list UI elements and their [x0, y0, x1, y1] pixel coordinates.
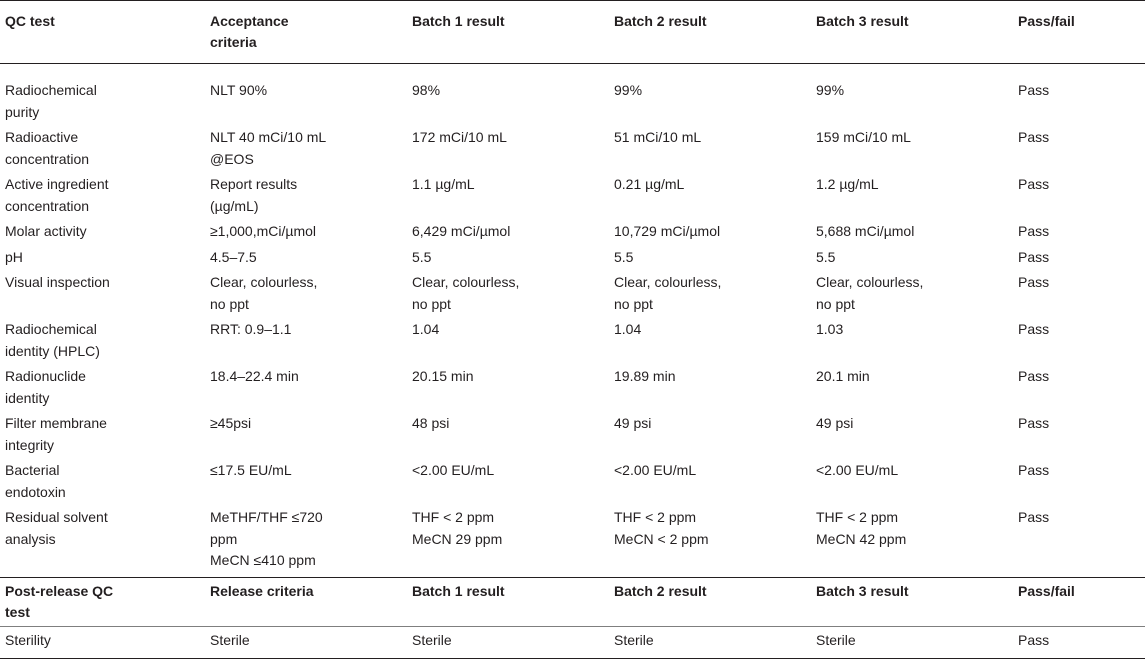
header-cell-release-criteria: Release criteria [205, 577, 407, 626]
cell-criteria: ≤17.5 EU/mL [210, 462, 292, 478]
cell-pass-fail: Pass [1018, 129, 1050, 145]
cell-batch-2: 10,729 mCi/µmol [614, 223, 721, 239]
cell-pass-fail: Pass [1018, 176, 1050, 192]
cell-qc-test: Visual inspection [5, 274, 110, 290]
cell-batch-3: 20.1 min [816, 368, 870, 384]
cell-qc-test: Radiochemical purity [5, 82, 97, 120]
table-row [0, 363, 1145, 410]
cell-batch-1: 1.1 µg/mL [412, 176, 475, 192]
cell-qc-test: Filter membrane integrity [5, 415, 107, 453]
cell-batch-1: 6,429 mCi/µmol [412, 223, 511, 239]
cell-criteria: ≥1,000,mCi/µmol [210, 223, 317, 239]
cell-pass-fail: Pass [1013, 504, 1145, 577]
cell-batch-3: 49 psi [816, 415, 854, 431]
cell-qc-test: Radiochemical identity (HPLC) [5, 321, 100, 359]
header-cell-batch-3: Batch 3 result [811, 1, 1013, 64]
cell-qc-test: pH [5, 248, 23, 265]
cell-batch-1: 172 mCi/10 mL [412, 129, 507, 145]
cell-qc-test: Radionuclide identity [5, 368, 86, 406]
table-row [0, 316, 1145, 363]
cell-batch-2: THF < 2 ppm MeCN < 2 ppm [609, 504, 811, 577]
cell-batch-3: Sterile [811, 626, 1013, 659]
header-cell-batch-1: Batch 1 result [407, 1, 609, 64]
cell-criteria: Clear, colourless, no ppt [210, 274, 318, 312]
header-cell-batch-1: Batch 1 result [407, 577, 609, 626]
cell-batch-2: Clear, colourless, no ppt [614, 274, 722, 312]
header-cell-batch-2: Batch 2 result [609, 577, 811, 626]
header-cell-batch-3: Batch 3 result [811, 577, 1013, 626]
cell-batch-2: 49 psi [614, 415, 652, 431]
cell-batch-3: 159 mCi/10 mL [816, 129, 911, 145]
cell-batch-1: 20.15 min [412, 368, 474, 384]
cell-batch-3: 5,688 mCi/µmol [816, 223, 915, 239]
table-row [0, 64, 1145, 125]
cell-batch-1: Clear, colourless, no ppt [412, 274, 520, 312]
cell-pass-fail: Pass [1018, 462, 1050, 478]
header-cell-qc-test: QC test [0, 1, 205, 64]
cell-batch-1: 5.5 [412, 248, 432, 265]
cell-batch-3: THF < 2 ppm MeCN 42 ppm [811, 504, 1013, 577]
cell-pass-fail: Pass [1018, 248, 1050, 265]
cell-batch-1: <2.00 EU/mL [412, 462, 495, 478]
cell-criteria: 4.5–7.5 [210, 248, 257, 265]
cell-qc-test: Molar activity [5, 223, 87, 239]
cell-criteria: NLT 90% [210, 82, 268, 98]
cell-qc-test: Active ingredient concentration [5, 176, 109, 214]
table-row [0, 457, 1145, 504]
cell-batch-3: 1.2 µg/mL [816, 176, 879, 192]
table-row [0, 410, 1145, 457]
cell-criteria: Sterile [205, 626, 407, 659]
header-cell-post-release-test: Post-release QC test [0, 577, 205, 626]
cell-criteria: MeTHF/THF ≤720 ppm MeCN ≤410 ppm [205, 504, 407, 577]
cell-batch-1: 98% [412, 82, 441, 98]
cell-pass-fail: Pass [1013, 626, 1145, 659]
cell-pass-fail: Pass [1018, 415, 1050, 431]
cell-pass-fail: Pass [1018, 368, 1050, 384]
cell-batch-2: Sterile [609, 626, 811, 659]
cell-batch-1: Sterile [407, 626, 609, 659]
cell-batch-3: 1.03 [816, 321, 844, 337]
post-release-header-row [0, 577, 1145, 626]
cell-batch-1: 1.04 [412, 321, 440, 337]
cell-criteria: ≥45psi [210, 415, 252, 431]
cell-batch-2: 51 mCi/10 mL [614, 129, 702, 145]
cell-batch-1: THF < 2 ppm MeCN 29 ppm [407, 504, 609, 577]
cell-batch-2: 5.5 [614, 248, 634, 265]
header-cell-pass-fail: Pass/fail [1013, 1, 1145, 64]
cell-criteria: NLT 40 mCi/10 mL @EOS [210, 129, 327, 167]
cell-pass-fail: Pass [1018, 223, 1050, 239]
cell-pass-fail: Pass [1018, 274, 1050, 290]
cell-batch-1: 48 psi [412, 415, 450, 431]
table-row [0, 171, 1145, 218]
cell-pass-fail: Pass [1018, 82, 1050, 98]
header-cell-pass-fail: Pass/fail [1013, 577, 1145, 626]
cell-batch-2: 0.21 µg/mL [614, 176, 685, 192]
cell-pass-fail: Pass [1018, 321, 1050, 337]
header-cell-batch-2: Batch 2 result [609, 1, 811, 64]
cell-criteria: 18.4–22.4 min [210, 368, 299, 384]
cell-criteria: Report results (µg/mL) [210, 176, 298, 214]
cell-batch-3: 5.5 [816, 248, 836, 265]
table-row [0, 244, 1145, 270]
cell-batch-2: <2.00 EU/mL [614, 462, 697, 478]
table-row [0, 626, 1145, 659]
table-row [0, 504, 1145, 577]
table-header-row [0, 1, 1145, 64]
cell-batch-2: 99% [614, 82, 643, 98]
cell-batch-2: 19.89 min [614, 368, 676, 384]
header-cell-acceptance-criteria: Acceptance criteria [205, 1, 407, 64]
cell-qc-test: Bacterial endotoxin [5, 462, 66, 500]
cell-qc-test: Radioactive concentration [5, 129, 90, 167]
cell-batch-3: Clear, colourless, no ppt [816, 274, 924, 312]
table-row [0, 218, 1145, 244]
cell-batch-3: 99% [816, 82, 845, 98]
table-row [0, 269, 1145, 316]
cell-batch-3: <2.00 EU/mL [816, 462, 899, 478]
cell-criteria: RRT: 0.9–1.1 [210, 321, 292, 337]
cell-batch-2: 1.04 [614, 321, 642, 337]
cell-qc-test: Sterility [0, 626, 205, 659]
cell-qc-test: Residual solvent analysis [0, 504, 205, 577]
table-row [0, 124, 1145, 171]
